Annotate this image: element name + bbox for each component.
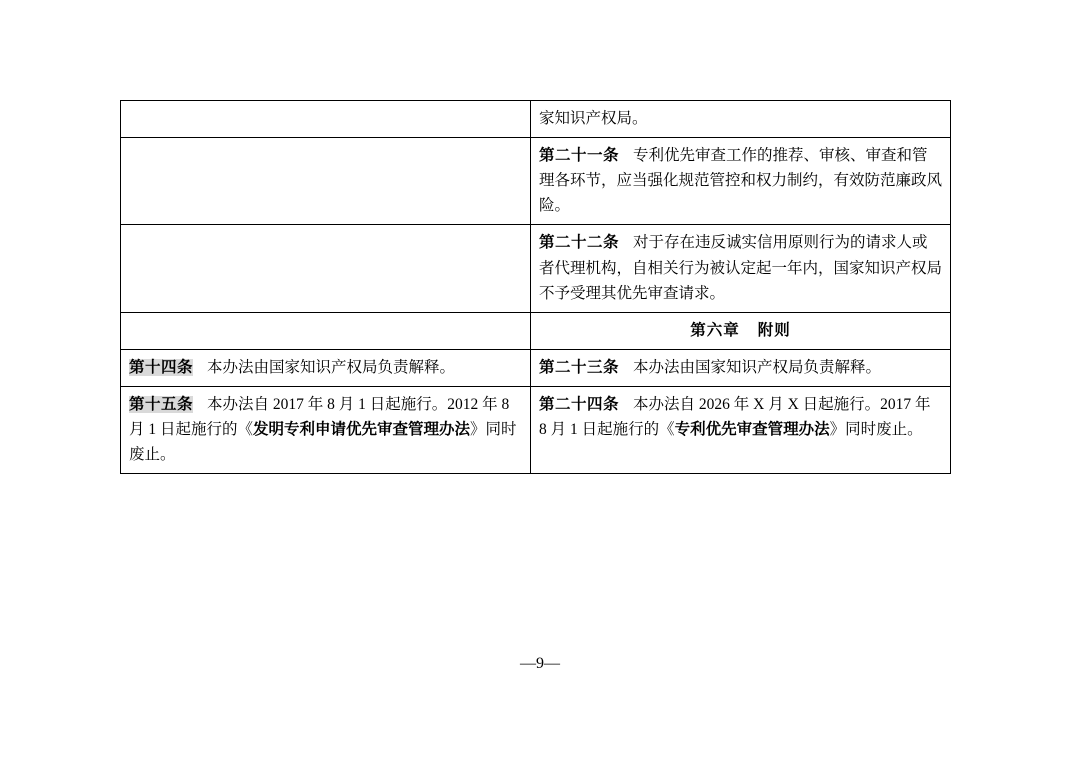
- table-cell-right: [531, 138, 951, 225]
- page-number: —9—: [520, 655, 560, 672]
- article-body-part1: 本办法自 2017 年 8 月 1 日起施行。2012 年 8 月 1 日起施行的《: [129, 395, 510, 439]
- table-cell-left-empty: [121, 312, 531, 349]
- regulation-title: 发明专利申请优先审查管理办法: [253, 421, 471, 439]
- regulation-title: 专利优先审查管理办法: [674, 421, 830, 439]
- article-label: 第二十四条: [539, 395, 620, 413]
- table-row: [121, 312, 951, 349]
- table-cell-left-empty: [121, 138, 531, 225]
- article-body: 专利优先审查工作的推荐、审核、审查和管理各环节，应当强化规范管控和权力制约，有效防范廉政风险。: [539, 147, 943, 215]
- article-body: 对于存在违反诚实信用原则行为的请求人或者代理机构，自相关行为被认定起一年内，国家知识产权局不予受理其优先审查请求。: [539, 234, 943, 302]
- article-label-highlighted: 第十五条: [129, 395, 194, 413]
- article-label-highlighted: 第十四条: [129, 358, 194, 376]
- table-cell-left: [121, 386, 531, 473]
- article-body-part1: 本办法自 2026 年 X 月 X 日起施行。2017 年 8 月 1 日起施行的《: [539, 395, 931, 439]
- article-body-part2: 》同时废止。: [129, 421, 517, 464]
- table-cell-right-chapter: [531, 312, 951, 349]
- article-body-part2: 》同时废止。: [829, 421, 923, 439]
- table-cell-right: [531, 225, 951, 312]
- comparison-table: [120, 100, 951, 474]
- article-label: 第二十一条: [539, 147, 620, 165]
- chapter-name: 附则: [757, 321, 791, 339]
- table-cell-left-empty: [121, 101, 531, 138]
- table-row: [121, 349, 951, 386]
- article-body: 本办法由国家知识产权局负责解释。: [207, 358, 456, 376]
- continuation-text: 家知识产权局。: [539, 110, 648, 127]
- article-label: 第二十二条: [539, 234, 620, 252]
- table-row: [121, 386, 951, 473]
- table-row: [121, 101, 951, 138]
- table-row: [121, 138, 951, 225]
- article-label: 第二十三条: [539, 358, 620, 376]
- table-cell-left-empty: [121, 225, 531, 312]
- table-cell-right: [531, 386, 951, 473]
- table-row: [121, 225, 951, 312]
- table-cell-left: [121, 349, 531, 386]
- table-cell-right: [531, 101, 951, 138]
- chapter-number: 第六章: [690, 321, 740, 339]
- table-cell-right: [531, 349, 951, 386]
- article-body: 本办法由国家知识产权局负责解释。: [633, 358, 882, 376]
